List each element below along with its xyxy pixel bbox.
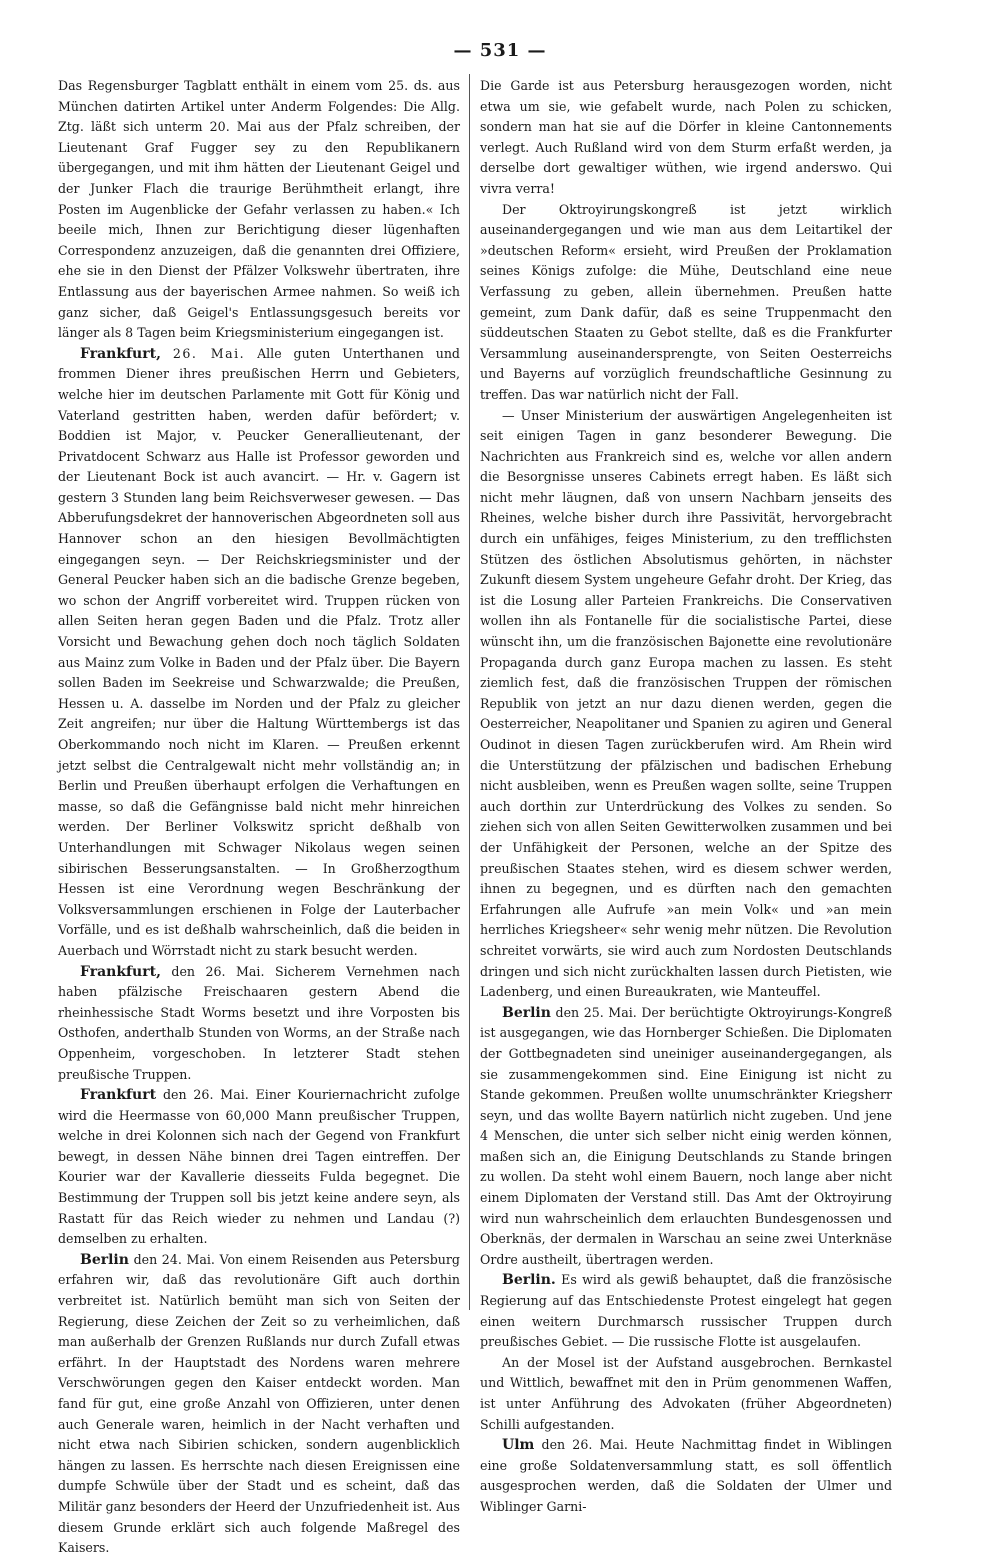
paragraph-ulm: Ulm den 26. Mai. Heute Nachmittag findet in Wiblingen eine große Soldatenversammlung statt, es soll öffentlich ausgesprochen werden, daß die Soldaten der Ulmer und Wiblinger Garni-	[480, 1437, 892, 1514]
paragraph-oktroyirungskongress: Der Oktroyirungskongreß ist jetzt wirklich auseinandergegangen und wie man aus dem Leitartikel der »deutschen Reform« ersieht, wird Preußen der Proklamation seines Königs zufolge: die Mühe, Deutschland eine neue Verfassung zu geben, allein übernehmen. Preußen hatte gemeint, zum Dank dafür, daß es seine Truppenmacht den süddeutschen Staaten zu Gebot stellte, daß es die Frankfurter Versammlung auseinandersprengte, von Seiten Oesterreichs und Bayerns auf vorzüglich freundschaftliche Gesinnung zu treffen. Das war natürlich nicht der Fall.	[480, 201, 892, 402]
paragraph-regensburg: Das Regensburger Tagblatt enthält in einem vom 25. ds. aus München datirten Artikel unter Anderm Folgendes: Die Allg. Ztg. läßt sich unterm 20. Mai aus der Pfalz schreiben, der Lieutenant Graf Fugger sey zu den Republikanern übergegangen, und mit ihm hätten der Lieutenant Geigel und der Junker Flach die traurige Berühmtheit erlangt, ihre Posten im Augenblicke der Gefahr verlassen zu haben.« Ich beeile mich, Ihnen zur Berichtigung dieser lügenhaften Correspondenz anzuzeigen, daß die genannten drei Offiziere, ehe sie in den Dienst der Pfälzer Volkswehr übertraten, ihre Entlassung aus der bayerischen Armee nahmen. So weiß ich ganz sicher, daß Geigel's Entlassungsgesuch bereits vor länger als 8 Tagen beim Kriegsministerium eingegangen ist.	[58, 78, 460, 341]
paragraph-berlin-24: Berlin den 24. Mai. Von einem Reisenden aus Petersburg erfahren wir, daß das revolutionäre Gift auch dorthin verbreitet ist. Natürlich bemüht man sich von Seiten der Regierung, diese Zeichen der Zeit so zu verheimlichen, daß man außerhalb der Grenzen Rußlands nur durch Zufall etwas erfährt. In der Hauptstadt des Nordens waren mehrere Verschwörungen gegen den Kaiser entdeckt worden. Man fand für gut, eine große Anzahl von Offizieren, unter denen auch Generale waren, heimlich in der Nacht verhaften und nicht etwa nach Sibirien schicken, sondern augenblicklich hängen zu lassen. Es herrschte nach diesen Ereignissen eine dumpfe Schwüle über der Stadt und es scheint, daß das Militär ganz besonders der Heerd der Unzufriedenheit ist. Aus diesem Grunde erklärt sich auch folgende Maßregel des Kaisers.	[58, 1251, 460, 1556]
paragraph-mosel: An der Mosel ist der Aufstand ausgebrochen. Bernkastel und Wittlich, bewaffnet mit den in Prüm genommenen Waffen, ist unter Anführung des Advokaten (früher Abgeordneten) Schilli aufgestanden.	[480, 1354, 892, 1432]
dateline: Berlin	[80, 1251, 129, 1268]
paragraph-frankfurt-1: Frankfurt, 26. Mai. Alle guten Unterthanen und frommen Diener ihres preußischen Herrn und Gebieters, welche hier im deutschen Parlamente mit Gott für König und Vaterland gestritten haben, werden dafür befördert; v. Boddien ist Major, v. Peucker Generallieutenant, der Privatdocent Schwarz aus Halle ist Professor geworden und der Lieutenant Bock ist auch avancirt. — Hr. v. Gagern ist gestern 3 Stunden lang beim Reichsverweser gewesen. — Das Abberufungsdekret der hannoverischen Abgeordneten soll aus Hannover schon an den hiesigen Bevollmächtigten eingegangen seyn. — Der Reichskriegsminister und der General Peucker haben sich an die badische Grenze begeben, wo schon der Angriff vorbereitet wird. Truppen rücken von allen Seiten heran gegen Baden und die Pfalz. Trotz aller Vorsicht und Bewachung gehen doch noch täglich Soldaten aus Mainz zum Volke in Baden und der Pfalz über. Die Bayern sollen Baden im Seekreise und Schwarzwalde; die Preußen, Hessen u. A. dasselbe im Norden und der Pfalz zu gleicher Zeit angreifen; nur über die Haltung Württembergs ist das Oberkommando noch nicht im Klaren. — Preußen erkennt jetzt selbst die Centralgewalt nicht mehr vollständig an; in Berlin und Preußen überhaupt erfolgen die Verhaftungen en masse, so daß die Gefängnisse bald nicht mehr hinreichen werden. Der Berliner Volkswitz spricht deßhalb von Unterhandlungen mit Schwager Nikolaus wegen seinen sibirischen Besserungsanstalten. — In Großherzogthum Hessen ist eine Verordnung wegen Beschränkung der Volksversammlungen erschienen in Folge der Lauterbacher Vorfälle, und es ist deßhalb wahrscheinlich, daß die beiden in Auerbach und Wörrstadt nicht zu stark besucht werden.	[58, 345, 460, 958]
left-column	[58, 76, 460, 1559]
dateline: Frankfurt,	[80, 963, 161, 980]
page-number: — 531 —	[453, 40, 547, 61]
dateline: Berlin.	[502, 1272, 556, 1289]
latin-phrase: Qui vivra verra!	[480, 160, 892, 196]
dateline: Berlin	[502, 1004, 551, 1021]
paragraph-berlin-25: Berlin den 25. Mai. Der berüchtigte Oktroyirungs-Kongreß ist ausgegangen, wie das Hornberger Schießen. Die Diplomaten der Gottbegnadeten sind uneiniger auseinandergegangen, als sie zusammengekommen sind. Eine Einigung ist nicht zu Stande gekommen. Preußen wollte unumschränkter Kriegsherr seyn, und das wollte Bayern natürlich nicht zugeben. Und jene 4 Menschen, die unter sich selber nicht einig werden können, maßen sich an, die Einigung Deutschlands zu Stande bringen zu wollen. Da steht wohl einem Bauern, noch lange aber nicht einem Diplomaten der Verstand still. Das Amt der Oktroyirung wird nun wahrscheinlich dem erlauchten Bundesgenossen und Oberknäs, der dermalen in Warschau an seine zwei Unterknäse Ordre austheilt, übertragen werden.	[480, 1004, 892, 1267]
right-column	[480, 76, 892, 1518]
paragraph-berlin: Berlin. Es wird als gewiß behauptet, daß die französische Regierung auf das Entschiedenste Protest eingelegt hat gegen einen weitern Durchmarsch russischer Truppen durch preußisches Gebiet. — Die russische Flotte ist ausgelaufen.	[480, 1272, 892, 1350]
paragraph-frankfurt-3: Frankfurt den 26. Mai. Einer Kouriernachricht zufolge wird die Heermasse von 60,000 Mann preußischer Truppen, welche in drei Kolonnen sich nach der Gegend von Frankfurt bewegt, in dessen Nähe binnen drei Tagen eintreffen. Der Kourier war der Kavallerie diesseits Fulda begegnet. Die Bestimmung der Truppen soll bis jetzt keine andere seyn, als Rastatt für das Reich wieder zu nehmen und Landau (?) demselben zu erhalten.	[58, 1087, 460, 1247]
paragraph-garde: Die Garde ist aus Petersburg herausgezogen worden, nicht etwa um sie, wie gefabelt wurde, nach Polen zu schicken, sondern man hat sie auf die Dörfer in kleine Cantonnements verlegt. Auch Rußland wird von dem Sturm erfaßt werden, ja derselbe dort gewaltiger wüthen, wie irgend anderswo. Qui vivra verra!	[480, 78, 892, 196]
dateline: Frankfurt,	[80, 345, 161, 362]
column-divider	[469, 74, 470, 1310]
dateline: Frankfurt	[80, 1087, 157, 1104]
paragraph-ministerium: — Unser Ministerium der auswärtigen Angelegenheiten ist seit einigen Tagen in ganz besonderer Bewegung. Die Nachrichten aus Frankreich sind es, welche vor allen andern die Besorgnisse unseres Cabinets erregt haben. Es läßt sich nicht mehr läugnen, daß von unsern Nachbarn jenseits des Rheines, welche bisher durch ihre Passivität, hervorgebracht durch ein unfähiges, feiges Ministerium, zu den trefflichsten Stützen des östlichen Absolutismus gehörten, in nächster Zukunft diesem System ungeheure Gefahr droht. Der Krieg, das ist die Losung aller Parteien Frankreichs. Die Conservativen wollen ihn als Fontanelle für die socialistische Partei, diese wünscht ihn, um die französischen Bajonette eine revolutionäre Propaganda durch ganz Europa machen zu lassen. Es steht ziemlich fest, daß die französischen Truppen der römischen Republik von jetzt an nur dazu dienen werden, gegen die Oesterreicher, Neapolitaner und Spanien zu agiren und General Oudinot in diesen Tagen zurückberufen wird. Am Rhein wird die Unterstützung der pfälzischen und badischen Erhebung nicht ausbleiben, wenn es Preußen wagen sollte, seine Truppen auch dorthin zur Unterdrückung des Volkes zu senden. So ziehen sich von allen Seiten Gewitterwolken zusammen und bei der Unfähigkeit der Personen, welche an der Spitze des preußischen Staates stehen, wird es diesem schwer werden, ihnen zu begegnen, und es dürften nach den gemachten Erfahrungen alle Aufrufe »an mein Volk« und »an mein herrliches Kriegsheer« sehr wenig mehr nützen. Die Revolution schreitet vorwärts, sie wird auch zum Nordosten Deutschlands dringen und sich nicht zurückhalten lassen durch Pietisten, wie Ladenberg, und einen Bureaukraten, wie Manteuffel.	[480, 407, 892, 1000]
paragraph-frankfurt-2: Frankfurt, den 26. Mai. Sicherem Vernehmen nach haben pfälzische Freischaaren gestern Abend die rheinhessische Stadt Worms besetzt und ihre Vorposten bis Osthofen, anderthalb Stunden von Worms, an der Straße nach Oppenheim, vorgeschoben. In letzterer Stadt stehen preußische Truppen.	[58, 963, 460, 1082]
dateline: Ulm	[502, 1437, 535, 1454]
